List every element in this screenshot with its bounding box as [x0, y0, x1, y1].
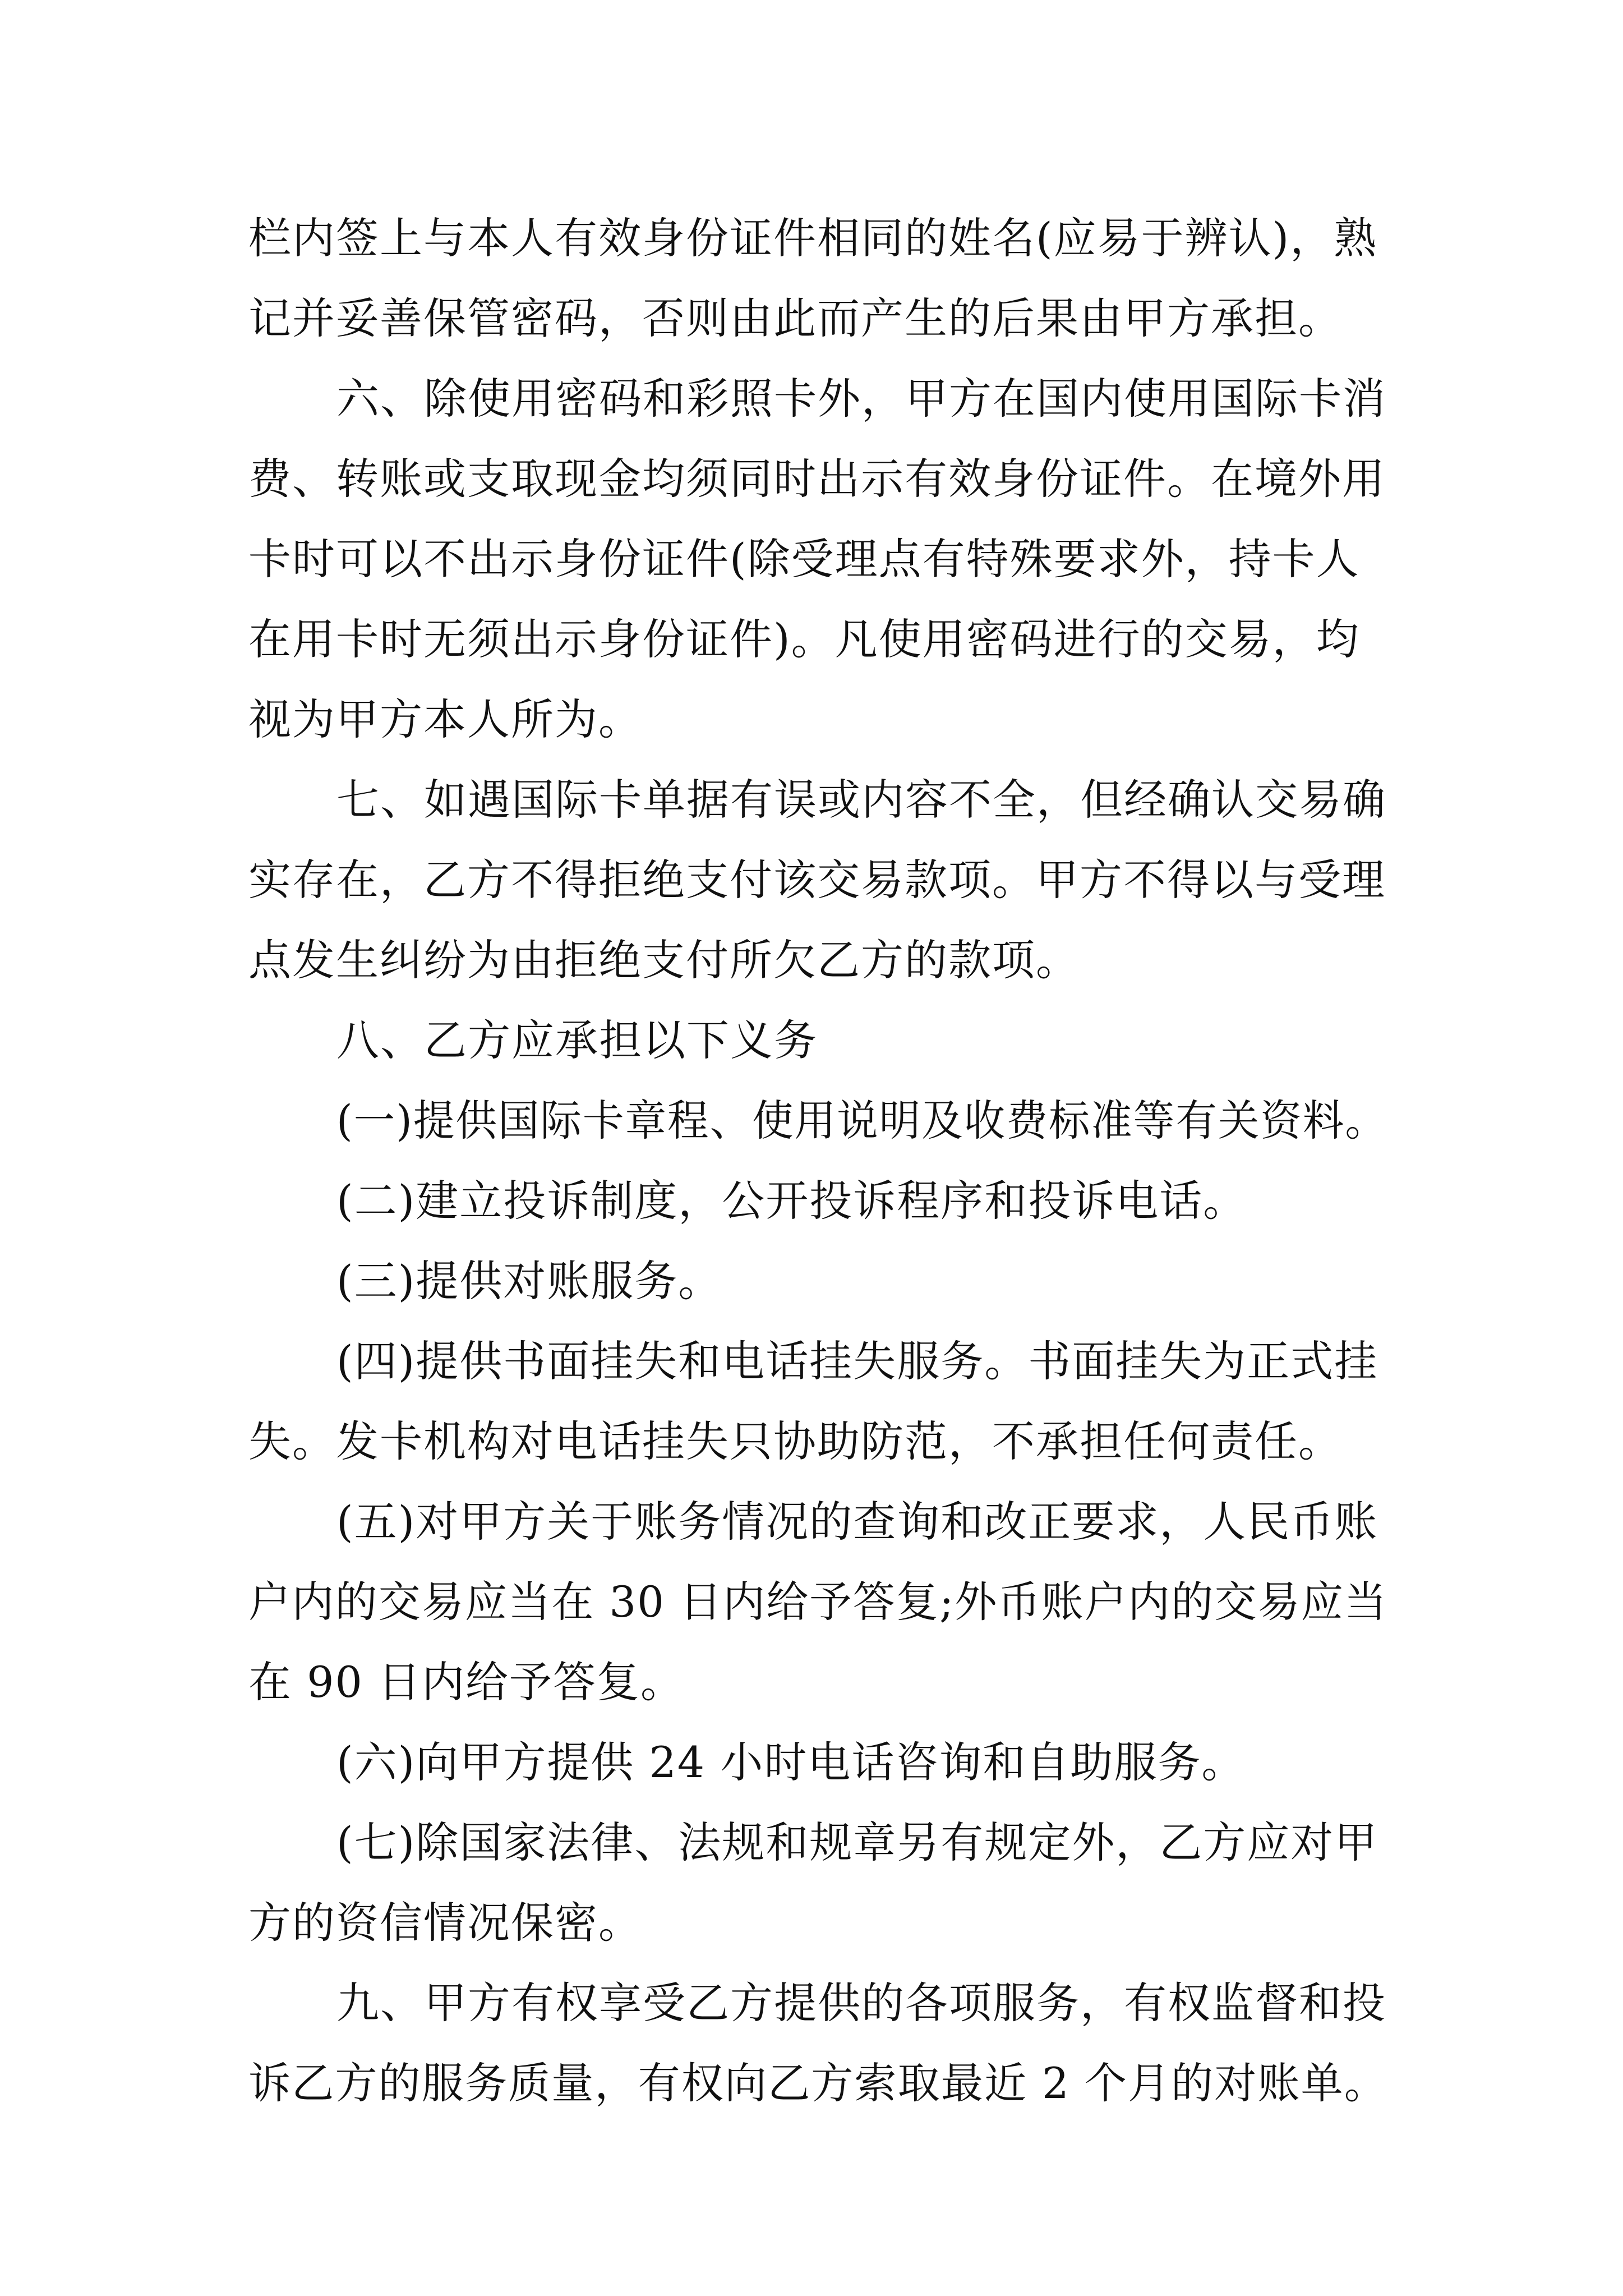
text-line: (一)提供国际卡章程、使用说明及收费标准等有关资料。: [336, 1096, 1387, 1145]
text-line: (六)向甲方提供 24 小时电话咨询和自助服务。: [336, 1737, 1246, 1787]
text-line: (七)除国家法律、法规和规章另有规定外，乙方应对甲: [336, 1818, 1378, 1867]
text-line: 八、乙方应承担以下义务: [336, 1015, 818, 1065]
text-line: 视为甲方本人所为。: [248, 694, 642, 744]
text-line: 诉乙方的服务质量，有权向乙方索取最近 2 个月的对账单。: [248, 2058, 1387, 2108]
text-line: 实存在，乙方不得拒绝支付该交易款项。甲方不得以与受理: [248, 855, 1386, 905]
text-line: 九、甲方有权享受乙方提供的各项服务，有权监督和投: [336, 1978, 1386, 2028]
text-line: 栏内签上与本人有效身份证件相同的姓名(应易于辨认)，熟: [248, 213, 1378, 263]
text-line: (二)建立投诉制度，公开投诉程序和投诉电话。: [336, 1176, 1247, 1226]
text-line: 在 90 日内给予答复。: [248, 1657, 685, 1707]
text-line: 户内的交易应当在 30 日内给予答复;外币账户内的交易应当: [248, 1577, 1388, 1627]
text-line: 失。发卡机构对电话挂失只协助防范，不承担任何责任。: [248, 1416, 1342, 1466]
text-line: 点发生纠纷为由拒绝支付所欠乙方的款项。: [248, 935, 1080, 985]
text-line: 卡时可以不出示身份证件(除受理点有特殊要求外，持卡人: [248, 534, 1360, 584]
text-line: 六、除使用密码和彩照卡外，甲方在国内使用国际卡消: [336, 374, 1386, 424]
text-line: 在用卡时无须出示身份证件)。凡使用密码进行的交易，均: [248, 614, 1360, 664]
text-line: (三)提供对账服务。: [336, 1256, 722, 1306]
text-line: (四)提供书面挂失和电话挂失服务。书面挂失为正式挂: [336, 1336, 1378, 1386]
text-line: 方的资信情况保密。: [248, 1898, 642, 1948]
text-line: 记并妥善保管密码，否则由此而产生的后果由甲方承担。: [248, 293, 1342, 343]
text-line: 七、如遇国际卡单据有误或内容不全，但经确认交易确: [336, 775, 1386, 825]
text-line: 费、转账或支取现金均须同时出示有效身份证件。在境外用: [248, 454, 1386, 504]
text-line: (五)对甲方关于账务情况的查询和改正要求，人民币账: [336, 1497, 1378, 1547]
